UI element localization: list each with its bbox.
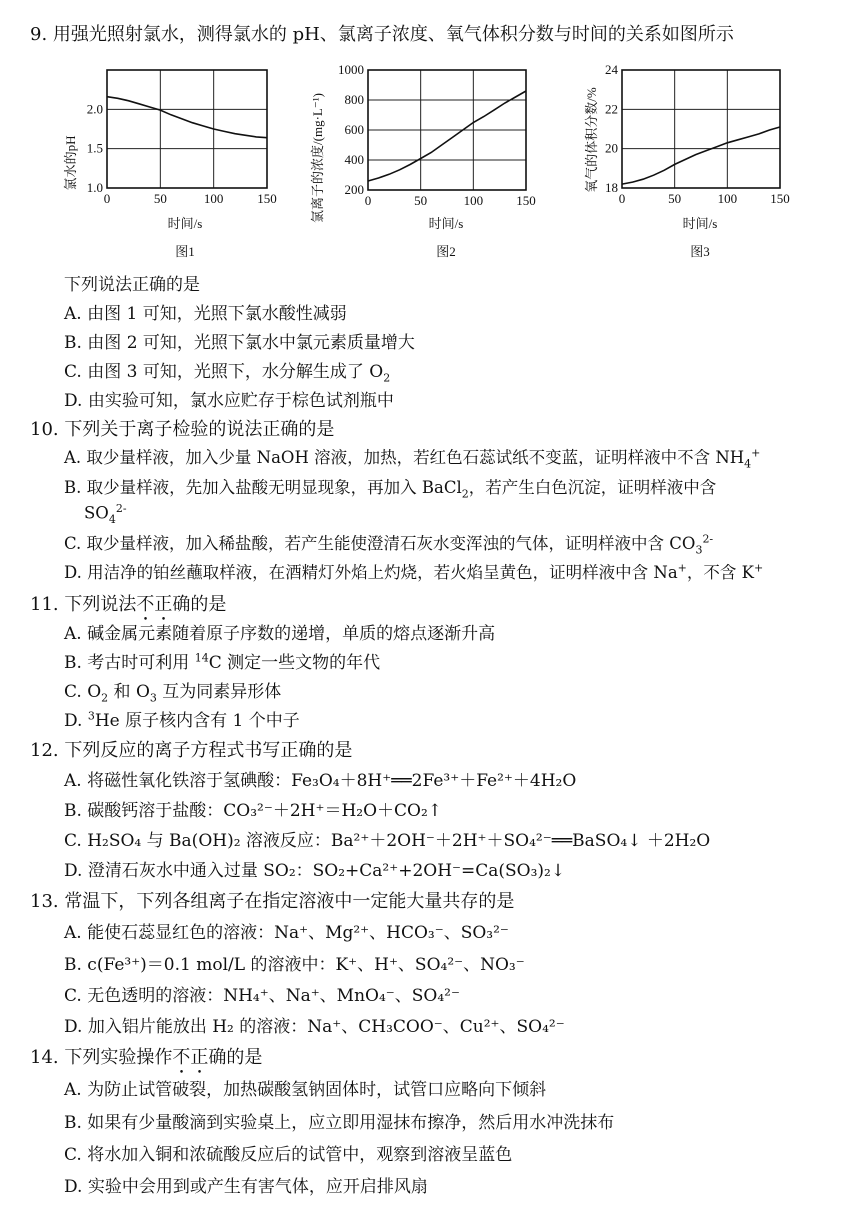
q11-stem-pre: 11. 下列说法: [30, 594, 137, 615]
q14-stem: [30, 1043, 262, 1078]
q11-option-d-pre: D.: [64, 711, 88, 731]
q14-option-d: D. 实验中会用到或产生有害气体，应开启排风扇: [64, 1177, 428, 1197]
q10-option-b-line2: [84, 502, 127, 526]
chart-1: [55, 58, 285, 268]
q12-option-a: A. 将磁性氧化铁溶于氢碘酸：Fe₃O₄＋8H⁺══2Fe³⁺＋Fe²⁺＋4H₂O: [64, 771, 577, 791]
q9-option-a: A. 由图 1 可知，光照下氯水酸性减弱: [64, 304, 347, 324]
q10-option-a: [64, 444, 760, 470]
q10-option-b-post: ，若产生白色沉淀，证明样液中含: [468, 478, 717, 497]
q14-stem-pre: 14. 下列实验操作: [30, 1047, 173, 1068]
q11-option-c-mid: 和 O: [108, 682, 150, 702]
q11-option-c-pre: C. O: [64, 682, 102, 702]
chart-1-ytick: 1.0: [86, 180, 103, 195]
q10-option-c-sub: 3: [695, 543, 703, 557]
q9-option-d: D. 由实验可知，氯水应贮存于棕色试剂瓶中: [64, 391, 394, 411]
q12-stem: 12. 下列反应的离子方程式书写正确的是: [30, 740, 353, 761]
q10-option-d-mid: ，不含 K: [686, 563, 754, 582]
chart-1-xtick: 150: [257, 191, 277, 206]
q9-option-c-sub: 2: [383, 371, 391, 385]
chart-3-xtick: 50: [668, 191, 682, 206]
chart-1-xlabel: 时间/s: [167, 216, 203, 231]
q12-option-b: B. 碳酸钙溶于盐酸：CO₃²⁻＋2H⁺＝H₂O＋CO₂↑: [64, 801, 443, 821]
chart-3-xtick: 0: [618, 191, 626, 206]
q9-option-c-text: C. 由图 3 可知，光照下，水分解生成了 O: [64, 362, 384, 382]
chart-2-xtick: 100: [463, 193, 484, 208]
q13-option-b: B. c(Fe³⁺)＝0.1 mol/L 的溶液中：K⁺、H⁺、SO₄²⁻、NO₃⁻: [64, 955, 525, 975]
q10-option-a-sub: 4: [744, 457, 752, 471]
q13-stem: 13. 常温下，下列各组离子在指定溶液中一定能大量共存的是: [30, 891, 515, 912]
q14-stem-emphasis: 不正: [172, 1047, 209, 1068]
chart-1-plot-area: [107, 70, 267, 188]
chart-3-ytick: 20: [605, 140, 618, 156]
q10-option-b-ion-sup: 2-: [115, 502, 127, 515]
q10-option-d-text: D. 用洁净的铂丝蘸取样液，在酒精灯外焰上灼烧，若火焰呈黄色，证明样液中含 Na: [64, 563, 678, 582]
chart-2-xlabel: 时间/s: [428, 216, 464, 231]
q11-option-c-post: 互为同素异形体: [156, 682, 282, 702]
chart-3-ytick: 18: [605, 180, 618, 195]
chart-3: [580, 58, 820, 268]
q10-option-d-sup2: +: [753, 561, 764, 575]
q10-option-c-sup: 2-: [702, 532, 714, 546]
q14-option-b: B. 如果有少量酸滴到实验桌上，应立即用湿抹布擦净，然后用水冲洗抹布: [64, 1113, 615, 1133]
q10-option-d: [64, 559, 763, 583]
q10-stem: 10. 下列关于离子检验的说法正确的是: [30, 419, 335, 440]
q14-option-c: C. 将水加入铜和浓硫酸反应后的试管中，观察到溶液呈蓝色: [64, 1145, 513, 1165]
chart-1-ytick: 2.0: [86, 101, 103, 117]
chart-2-frame: [338, 62, 536, 208]
q11-stem-emphasis: 不正: [136, 594, 173, 615]
chart-1-xtick: 50: [153, 191, 167, 206]
q9-option-c: [64, 357, 390, 384]
chart-3-frame: [605, 62, 790, 206]
q10-option-d-sup1: +: [677, 561, 687, 575]
q14-stem-post: 确的是: [208, 1047, 263, 1068]
q10-option-b: [64, 474, 716, 500]
q9-prompt: 下列说法正确的是: [64, 275, 200, 295]
q10-option-b-ion-sub: 4: [108, 512, 116, 526]
q11-option-a: A. 碱金属元素随着原子序数的递增，单质的熔点逐渐升高: [64, 624, 496, 644]
chart-1-xtick: 0: [103, 191, 111, 206]
q11-option-b-pre: B. 考古时可利用: [64, 653, 195, 673]
q14-option-a: A. 为防止试管破裂，加热碳酸氢钠固体时，试管口应略向下倾斜: [64, 1080, 547, 1100]
chart-3-ylabel: 氧气的体积分数/%: [584, 87, 599, 193]
chart-1-ylabel: 氯水的pH: [63, 135, 78, 191]
chart-1-xtick: 100: [203, 191, 224, 206]
chart-1-series-line: [107, 97, 267, 138]
chart-2-ytick: 800: [344, 92, 364, 107]
chart-3-xlabel: 时间/s: [682, 216, 718, 231]
q11-option-c: [64, 677, 281, 704]
q11-option-d-post: He 原子核内含有 1 个中子: [94, 711, 300, 731]
q10-option-c: [64, 530, 713, 556]
chart-2-ytick: 200: [344, 182, 364, 197]
q11-option-b-post: C 测定一些文物的年代: [208, 653, 381, 673]
q11-option-c-sub2: 3: [149, 691, 157, 705]
chart-3-plot-area: [622, 70, 780, 188]
chart-2-ytick: 1000: [338, 62, 364, 77]
q13-option-c: C. 无色透明的溶液：NH₄⁺、Na⁺、MnO₄⁻、SO₄²⁻: [64, 986, 460, 1006]
q10-option-a-text: A. 取少量样液，加入少量 NaOH 溶液，加热，若红色石蕊试纸不变蓝，证明样液中不含 NH: [64, 448, 745, 467]
chart-1-caption: 图1: [175, 244, 195, 259]
chart-3-series-line: [622, 127, 780, 184]
chart-2-ytick: 600: [344, 122, 364, 137]
chart-2: [308, 58, 548, 268]
q13-option-a: A. 能使石蕊显红色的溶液：Na⁺、Mg²⁺、HCO₃⁻、SO₃²⁻: [64, 923, 509, 943]
q10-option-b-sub: 2: [461, 487, 469, 501]
q11-option-c-sub1: 2: [101, 691, 109, 705]
chart-3-xtick: 100: [717, 191, 738, 206]
q11-option-b: [64, 648, 380, 673]
chart-2-ytick: 400: [344, 152, 364, 167]
q12-option-d: D. 澄清石灰水中通入过量 SO₂：SO₂+Ca²⁺+2OH⁻=Ca(SO₃)₂↓: [64, 861, 566, 881]
q9-option-b: B. 由图 2 可知，光照下氯水中氯元素质量增大: [64, 333, 415, 353]
chart-3-caption: 图3: [690, 244, 710, 259]
q10-option-a-sup: +: [751, 446, 761, 460]
chart-2-caption: 图2: [436, 244, 456, 259]
chart-3-ytick: 22: [605, 101, 618, 117]
q9-stem: 9. 用强光照射氯水，测得氯水的 pH、氯离子浓度、氧气体积分数与时间的关系如图所示: [30, 24, 734, 45]
q11-stem-post: 确的是: [172, 594, 227, 615]
q11-option-d-sup: 3: [87, 709, 95, 723]
q10-option-b-text: B. 取少量样液，先加入盐酸无明显现象，再加入 BaCl: [64, 478, 462, 497]
q13-option-d: D. 加入铝片能放出 H₂ 的溶液：Na⁺、CH₃COO⁻、Cu²⁺、SO₄²⁻: [64, 1017, 565, 1037]
chart-2-ylabel: 氯离子的浓度/(mg·L⁻¹): [310, 93, 325, 223]
chart-1-ytick: 1.5: [86, 140, 103, 156]
chart-3-xtick: 150: [770, 191, 790, 206]
q10-option-c-text: C. 取少量样液，加入稀盐酸，若产生能使澄清石灰水变浑浊的气体，证明样液中含 CO: [64, 534, 696, 553]
q11-option-d: [64, 706, 300, 731]
q10-option-b-ion: SO: [84, 503, 109, 523]
chart-1-frame: [87, 70, 277, 206]
chart-2-xtick: 150: [516, 193, 536, 208]
q11-option-b-sup: 14: [194, 651, 209, 665]
chart-2-xtick: 0: [364, 193, 372, 208]
q12-option-c: C. H₂SO₄ 与 Ba(OH)₂ 溶液反应：Ba²⁺＋2OH⁻＋2H⁺＋SO₄²⁻══BaSO₄↓ ＋2H₂O: [64, 831, 711, 851]
chart-3-ytick: 24: [605, 62, 618, 77]
chart-2-series-line: [368, 91, 526, 181]
chart-2-xtick: 50: [414, 193, 428, 208]
